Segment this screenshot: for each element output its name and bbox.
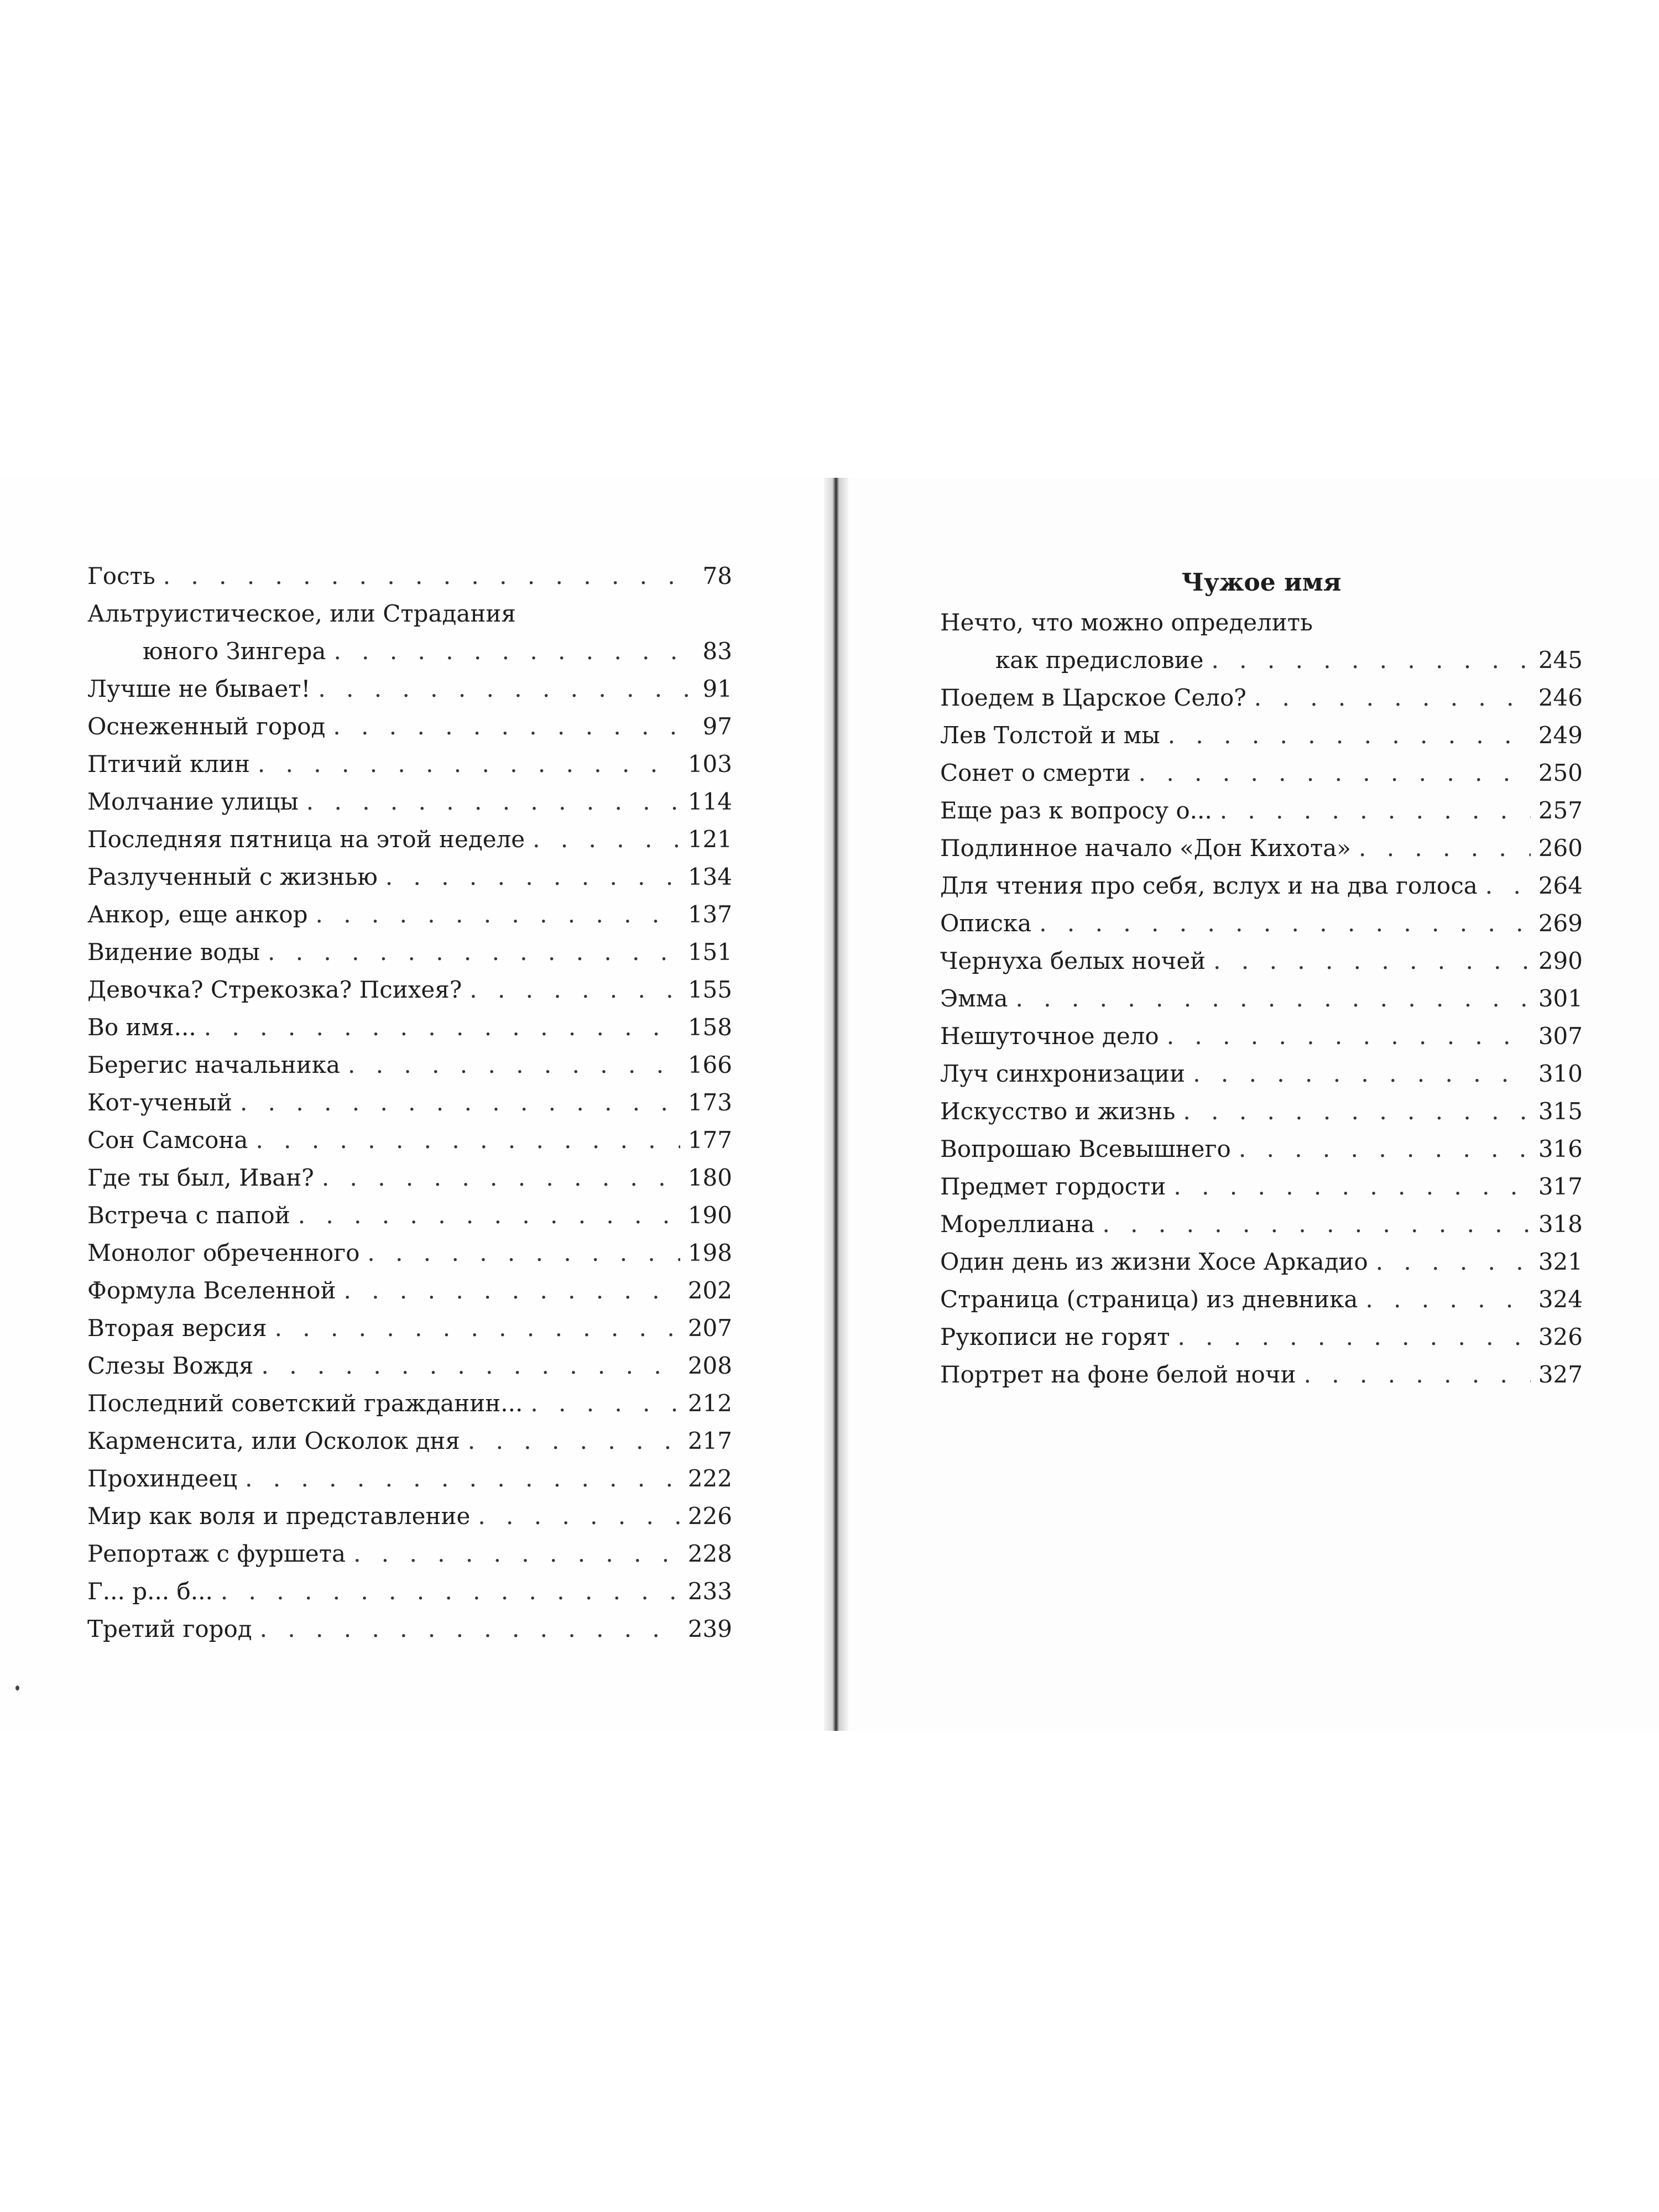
toc-entry <box>87 971 732 1009</box>
toc-page-number: 269 <box>1538 910 1583 937</box>
toc-entry-line <box>87 1009 732 1046</box>
dot-leader <box>318 670 689 708</box>
toc-entry <box>87 1272 732 1310</box>
toc-entry-title: Кот-ученый <box>87 1089 232 1116</box>
dot-leader <box>333 708 689 745</box>
toc-entry-line <box>87 1347 732 1385</box>
toc-entry-title: Поедем в Царское Село? <box>940 684 1246 711</box>
right-toc-list <box>940 604 1583 1394</box>
toc-entry <box>940 1055 1583 1093</box>
dot-leader <box>306 783 680 821</box>
toc-entry-line <box>940 1281 1583 1318</box>
right-toc-section <box>940 564 1583 1394</box>
toc-entry-line <box>87 557 732 595</box>
toc-entry-line <box>87 1460 732 1498</box>
toc-entry-title: Птичий клин <box>87 750 250 778</box>
toc-entry <box>87 557 732 595</box>
toc-entry-title: Лучше не бывает! <box>87 675 311 702</box>
toc-entry-line <box>940 754 1583 792</box>
toc-entry-line <box>940 867 1583 905</box>
toc-entry-line <box>87 1573 732 1610</box>
dot-leader <box>1239 1130 1531 1168</box>
toc-entry-line <box>87 1234 732 1272</box>
toc-page-number: 121 <box>687 826 732 853</box>
dot-leader <box>275 1310 680 1347</box>
toc-entry <box>940 754 1583 792</box>
toc-entry-title-continuation: юного Зингера <box>143 638 326 665</box>
toc-entry-line <box>87 670 732 708</box>
toc-entry-title: Искусство и жизнь <box>940 1098 1176 1125</box>
toc-entry-title: Вторая версия <box>87 1314 267 1342</box>
toc-page-number: 226 <box>687 1503 732 1530</box>
toc-entry-line <box>87 821 732 858</box>
toc-entry <box>87 1610 732 1648</box>
toc-entry <box>87 1460 732 1498</box>
toc-entry <box>940 1168 1583 1206</box>
toc-entry-title: Видение воды <box>87 938 260 966</box>
toc-entry-title: Прохиндеец <box>87 1465 238 1492</box>
toc-entry-line <box>87 858 732 896</box>
toc-entry <box>87 1009 732 1046</box>
toc-entry-line <box>87 1422 732 1460</box>
toc-entry <box>87 1197 732 1234</box>
toc-entry-title: Нешуточное дело <box>940 1022 1159 1050</box>
toc-page-number: 78 <box>702 562 732 589</box>
dot-leader <box>1485 867 1531 905</box>
toc-page-number: 260 <box>1538 834 1583 862</box>
toc-entry <box>87 821 732 858</box>
toc-entry <box>87 1422 732 1460</box>
toc-entry-title: Слезы Вождя <box>87 1352 254 1379</box>
toc-entry-line <box>87 971 732 1009</box>
toc-entry-title: Монолог обреченного <box>87 1239 360 1266</box>
toc-entry-line <box>87 1197 732 1234</box>
toc-entry-title: Портрет на фоне белой ночи <box>940 1361 1296 1388</box>
toc-entry-title: Формула Вселенной <box>87 1277 336 1304</box>
toc-entry <box>940 1018 1583 1055</box>
toc-entry-title: Еще раз к вопросу о... <box>940 797 1212 824</box>
toc-entry-title: Оснеженный город <box>87 713 326 740</box>
toc-entry-line <box>87 1159 732 1197</box>
toc-page-number: 177 <box>687 1126 732 1154</box>
toc-entry-title: Альтруистическое, или Страдания <box>87 600 516 627</box>
toc-page-number: 318 <box>1538 1211 1583 1238</box>
toc-entry <box>87 1121 732 1159</box>
dot-leader <box>533 821 680 858</box>
dot-leader <box>1102 1206 1530 1243</box>
dot-leader <box>322 1159 680 1197</box>
dot-leader <box>469 971 680 1009</box>
dot-leader <box>268 933 680 971</box>
dot-leader <box>1173 1168 1530 1206</box>
toc-entry <box>87 1385 732 1422</box>
toc-page-number: 257 <box>1538 797 1583 824</box>
dot-leader <box>316 896 680 933</box>
toc-page-number: 114 <box>687 788 732 815</box>
toc-page-number: 158 <box>687 1014 732 1041</box>
toc-page-number: 316 <box>1538 1135 1583 1162</box>
toc-entry-title: Девочка? Стрекозка? Психея? <box>87 976 462 1003</box>
toc-page-number: 326 <box>1538 1323 1583 1350</box>
toc-page-number: 103 <box>687 750 732 778</box>
toc-page-number: 245 <box>1538 646 1583 674</box>
toc-entry-title: Репортаж с фуршета <box>87 1540 346 1567</box>
toc-entry-line <box>87 633 732 670</box>
toc-entry-line <box>87 896 732 933</box>
dot-leader <box>468 1422 680 1460</box>
toc-page-number: 239 <box>687 1615 732 1642</box>
toc-entry <box>940 1243 1583 1281</box>
toc-entry <box>940 717 1583 754</box>
toc-page-number: 315 <box>1538 1098 1583 1125</box>
toc-page-number: 137 <box>687 901 732 928</box>
toc-entry <box>940 679 1583 717</box>
toc-page-number: 97 <box>702 713 732 740</box>
toc-entry-line <box>940 1318 1583 1356</box>
toc-page-number: 246 <box>1538 684 1583 711</box>
toc-entry-line <box>940 942 1583 980</box>
toc-entry <box>87 1084 732 1121</box>
toc-entry-line <box>940 1093 1583 1130</box>
toc-entry <box>87 1498 732 1535</box>
toc-entry-line <box>87 708 732 745</box>
toc-entry-title: Карменсита, или Осколок дня <box>87 1427 460 1454</box>
toc-entry-title: Последний советский гражданин... <box>87 1390 523 1417</box>
toc-entry-line <box>940 792 1583 830</box>
dot-leader <box>1211 641 1530 679</box>
toc-entry-line <box>87 1084 732 1121</box>
toc-page-number: 310 <box>1538 1060 1583 1087</box>
toc-entry-title: Нечто, что можно определить <box>940 609 1313 636</box>
toc-entry-line <box>940 1168 1583 1206</box>
toc-entry-line <box>87 1498 732 1535</box>
toc-page-number: 202 <box>687 1277 732 1304</box>
toc-entry-title: Эмма <box>940 985 1008 1012</box>
dot-leader <box>1220 792 1531 830</box>
toc-entry <box>87 595 732 670</box>
toc-page-number: 217 <box>687 1427 732 1454</box>
toc-entry <box>940 604 1583 679</box>
toc-entry-line <box>87 1610 732 1648</box>
toc-page-number: 307 <box>1538 1022 1583 1050</box>
toc-entry-line <box>940 1356 1583 1394</box>
toc-entry-line <box>87 1272 732 1310</box>
toc-entry <box>87 783 732 821</box>
toc-entry <box>87 896 732 933</box>
dot-leader <box>1304 1356 1531 1394</box>
dot-leader <box>348 1046 680 1084</box>
toc-entry-title: Предмет гордости <box>940 1173 1166 1200</box>
toc-page-number: 208 <box>687 1352 732 1379</box>
dot-leader <box>385 858 680 896</box>
toc-entry-title: Страница (страница) из дневника <box>940 1286 1358 1313</box>
dot-leader <box>245 1460 680 1498</box>
toc-page-number: 228 <box>687 1540 732 1567</box>
dot-leader <box>163 557 689 595</box>
toc-entry-title: Г... р... б... <box>87 1578 213 1605</box>
dot-leader <box>1213 942 1531 980</box>
toc-entry-line <box>940 1130 1583 1168</box>
toc-page-number: 134 <box>687 863 732 890</box>
toc-entry-title: Один день из жизни Хосе Аркадио <box>940 1248 1368 1275</box>
toc-entry <box>940 867 1583 905</box>
dot-leader <box>1177 1318 1530 1356</box>
dot-leader <box>1183 1093 1530 1130</box>
toc-entry-line <box>87 783 732 821</box>
dot-leader <box>478 1498 680 1535</box>
toc-entry <box>940 1130 1583 1168</box>
toc-page-number: 83 <box>702 638 732 665</box>
dot-leader <box>530 1385 680 1422</box>
toc-entry <box>940 1318 1583 1356</box>
section-title: Чужое имя <box>1181 568 1342 597</box>
toc-entry <box>87 1046 732 1084</box>
toc-entry-line <box>87 1385 732 1422</box>
toc-page-number: 91 <box>702 675 732 702</box>
toc-page-number: 222 <box>687 1465 732 1492</box>
toc-entry-title: Лев Толстой и мы <box>940 722 1160 749</box>
toc-entry-title: Встреча с папой <box>87 1202 290 1229</box>
toc-entry <box>87 670 732 708</box>
toc-page-number: 264 <box>1538 872 1583 899</box>
toc-entry-title: Мореллиана <box>940 1211 1095 1238</box>
toc-entry-line <box>940 1055 1583 1093</box>
toc-page-number: 324 <box>1538 1286 1583 1313</box>
dot-leader <box>258 745 680 783</box>
toc-entry <box>87 1347 732 1385</box>
toc-entry <box>940 942 1583 980</box>
toc-entry-title: Разлученный с жизнью <box>87 863 378 890</box>
dot-leader <box>344 1272 680 1310</box>
toc-entry <box>87 1234 732 1272</box>
toc-entry <box>940 830 1583 867</box>
toc-entry <box>940 905 1583 942</box>
toc-entry-title: Анкор, еще анкор <box>87 901 308 928</box>
toc-page-number: 198 <box>687 1239 732 1266</box>
toc-entry <box>87 1535 732 1573</box>
toc-entry-title: Описка <box>940 910 1032 937</box>
toc-page-number: 233 <box>687 1578 732 1605</box>
toc-entry-line <box>940 830 1583 867</box>
toc-entry-line <box>940 679 1583 717</box>
toc-entry-title: Где ты был, Иван? <box>87 1164 314 1191</box>
dot-leader <box>240 1084 680 1121</box>
toc-entry <box>87 858 732 896</box>
toc-page-number: 290 <box>1538 947 1583 974</box>
toc-entry-title: Во имя... <box>87 1014 196 1041</box>
toc-entry-line <box>940 980 1583 1018</box>
toc-entry-title: Молчание улицы <box>87 788 299 815</box>
dot-leader <box>204 1009 680 1046</box>
dot-leader <box>1365 1281 1530 1318</box>
dot-leader <box>221 1573 680 1610</box>
toc-entry-line <box>940 641 1583 679</box>
toc-page-number: 317 <box>1538 1173 1583 1200</box>
dot-leader <box>1168 717 1531 754</box>
toc-entry-title: Сон Самсона <box>87 1126 248 1154</box>
toc-entry-line <box>87 1121 732 1159</box>
toc-entry-title: Последняя пятница на этой неделе <box>87 826 525 853</box>
toc-entry-title: Берегис начальника <box>87 1051 340 1078</box>
dot-leader <box>1139 754 1531 792</box>
book-gutter <box>824 478 848 1731</box>
dot-leader <box>1254 679 1531 717</box>
toc-entry-title: Сонет о смерти <box>940 759 1131 786</box>
toc-page-number: 250 <box>1538 759 1583 786</box>
toc-entry-title: Для чтения про себя, вслух и на два голоса <box>940 872 1478 899</box>
toc-entry <box>87 1159 732 1197</box>
toc-entry-line <box>87 745 732 783</box>
dot-leader <box>262 1347 680 1385</box>
toc-page-number: 327 <box>1538 1361 1583 1388</box>
toc-entry-title: Подлинное начало «Дон Кихота» <box>940 834 1351 862</box>
toc-entry-title: Вопрошаю Всевышнего <box>940 1135 1231 1162</box>
dot-leader <box>260 1610 680 1648</box>
dot-leader <box>333 633 689 670</box>
toc-entry <box>87 745 732 783</box>
toc-page-number: 166 <box>687 1051 732 1078</box>
toc-entry-line <box>940 1206 1583 1243</box>
toc-entry-line <box>940 1018 1583 1055</box>
toc-page-number: 173 <box>687 1089 732 1116</box>
dot-leader <box>353 1535 680 1573</box>
toc-entry <box>940 980 1583 1018</box>
toc-entry-line <box>940 905 1583 942</box>
toc-entry-line <box>87 1046 732 1084</box>
dot-leader <box>1359 830 1531 867</box>
toc-entry-title-continuation: как предисловие <box>995 646 1204 674</box>
dot-leader <box>1193 1055 1531 1093</box>
paper-speck <box>15 1686 19 1691</box>
toc-page-number: 301 <box>1538 985 1583 1012</box>
dot-leader <box>298 1197 680 1234</box>
toc-entry-title: Чернуха белых ночей <box>940 947 1206 974</box>
toc-entry-title: Рукописи не горят <box>940 1323 1170 1350</box>
toc-entry-title: Гость <box>87 562 155 589</box>
toc-page-number: 155 <box>687 976 732 1003</box>
toc-entry <box>940 1206 1583 1243</box>
toc-entry <box>87 1310 732 1347</box>
left-toc-list <box>87 557 732 1648</box>
toc-entry-title: Третий город <box>87 1615 252 1642</box>
toc-entry <box>940 1093 1583 1130</box>
toc-entry-title: Луч синхронизации <box>940 1060 1186 1087</box>
toc-entry-title: Мир как воля и представление <box>87 1503 471 1530</box>
toc-entry-line <box>87 1310 732 1347</box>
toc-entry-line <box>87 1535 732 1573</box>
toc-entry-line <box>940 1243 1583 1281</box>
toc-entry <box>940 1356 1583 1394</box>
toc-entry-line <box>87 933 732 971</box>
toc-entry <box>940 792 1583 830</box>
toc-page-number: 249 <box>1538 722 1583 749</box>
dot-leader <box>1016 980 1531 1018</box>
toc-entry-line <box>940 717 1583 754</box>
dot-leader <box>1376 1243 1531 1281</box>
dot-leader <box>1167 1018 1531 1055</box>
toc-page-number: 151 <box>687 938 732 966</box>
dot-leader <box>255 1121 680 1159</box>
dot-leader <box>367 1234 680 1272</box>
toc-page-number: 190 <box>687 1202 732 1229</box>
toc-entry <box>87 933 732 971</box>
toc-page-number: 207 <box>687 1314 732 1342</box>
toc-page-number: 321 <box>1538 1248 1583 1275</box>
toc-page-number: 212 <box>687 1390 732 1417</box>
toc-page-number: 180 <box>687 1164 732 1191</box>
toc-entry <box>940 1281 1583 1318</box>
dot-leader <box>1039 905 1531 942</box>
toc-entry <box>87 1573 732 1610</box>
toc-entry <box>87 708 732 745</box>
